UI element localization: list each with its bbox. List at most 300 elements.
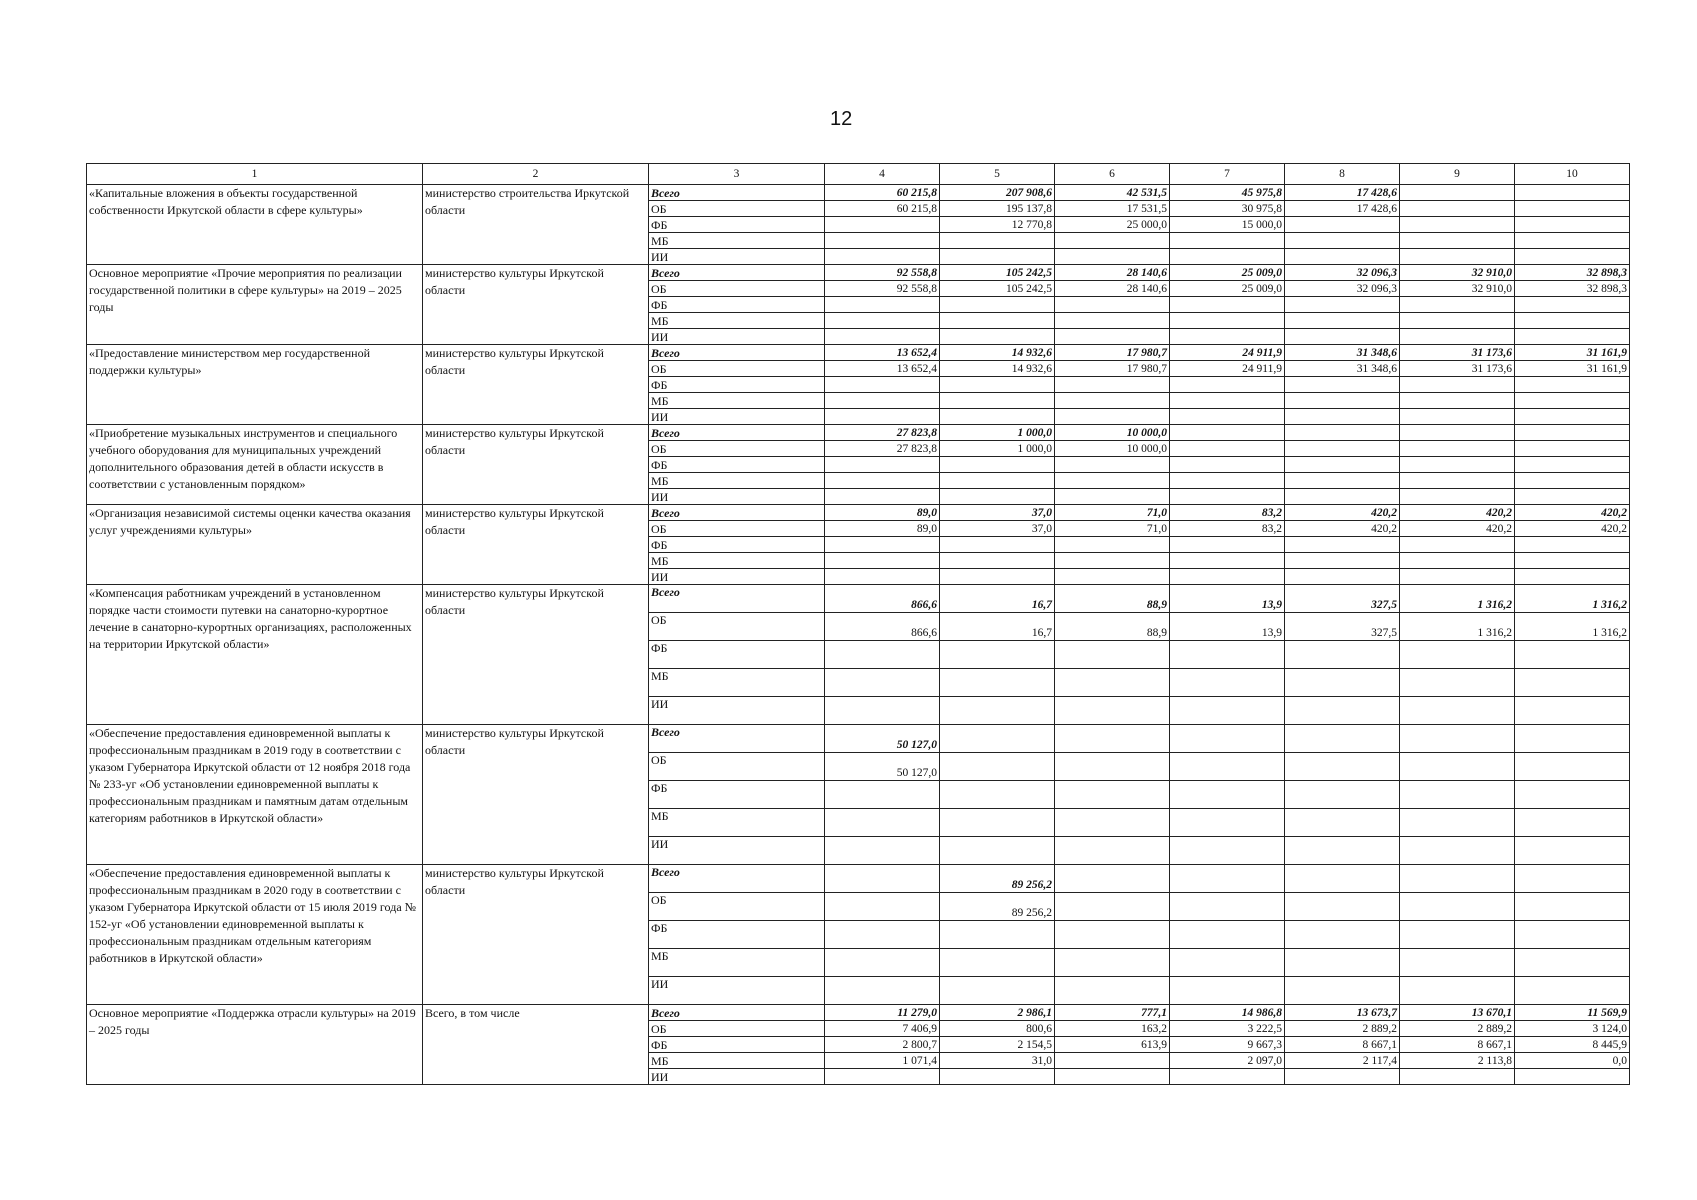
amount-cell: 31 348,6 [1285,361,1400,377]
amount-cell [940,457,1055,473]
amount-cell [940,949,1055,977]
amount-cell [825,1069,940,1085]
amount-cell [1515,393,1630,409]
amount-cell [940,837,1055,865]
amount-cell: 13,9 [1170,613,1285,641]
amount-cell [940,669,1055,697]
amount-cell [1400,377,1515,393]
amount-cell [1400,669,1515,697]
amount-cell: 31 173,6 [1400,345,1515,361]
amount-cell [940,977,1055,1005]
amount-cell [1400,473,1515,489]
column-number: 10 [1515,164,1630,185]
amount-cell [1400,537,1515,553]
amount-cell [1400,441,1515,457]
amount-cell [1055,949,1170,977]
column-number: 2 [423,164,649,185]
amount-cell [1515,809,1630,837]
amount-cell: 15 000,0 [1170,217,1285,233]
amount-cell [1170,233,1285,249]
amount-cell [1055,249,1170,265]
amount-cell [1400,921,1515,949]
measure-name: «Обеспечение предоставления единовременной выплаты к профессиональным праздникам в 2019 году в соответствии с указом Губернатора Иркутской области от 12 ноября 2018 года № 233-уг «Об установлении единовременной выплаты к профессиональным праздникам и памятным датам отдельным категориям работников в Иркутской области» [87,725,423,865]
amount-cell: 1 071,4 [825,1053,940,1069]
amount-cell [1285,537,1400,553]
amount-cell [940,329,1055,345]
funding-source: ФБ [649,1037,825,1053]
amount-cell: 32 096,3 [1285,265,1400,281]
amount-cell [825,865,940,893]
amount-cell [1285,781,1400,809]
amount-cell: 1 000,0 [940,425,1055,441]
funding-source: ИИ [649,569,825,585]
amount-cell [1055,473,1170,489]
amount-cell [1400,553,1515,569]
amount-cell: 50 127,0 [825,753,940,781]
amount-cell [825,697,940,725]
amount-cell: 83,2 [1170,521,1285,537]
amount-cell: 16,7 [940,585,1055,613]
amount-cell: 2 097,0 [1170,1053,1285,1069]
table-row [87,185,1630,201]
amount-cell [1515,641,1630,669]
funding-source: МБ [649,313,825,329]
amount-cell [1285,977,1400,1005]
funding-source: ОБ [649,441,825,457]
amount-cell [940,553,1055,569]
amount-cell [1170,569,1285,585]
funding-source: Всего [649,345,825,361]
amount-cell: 420,2 [1515,521,1630,537]
funding-source: Всего [649,185,825,201]
amount-cell: 17 980,7 [1055,361,1170,377]
amount-cell: 0,0 [1515,1053,1630,1069]
column-number: 4 [825,164,940,185]
amount-cell [1170,893,1285,921]
amount-cell [1515,553,1630,569]
amount-cell: 92 558,8 [825,281,940,297]
amount-cell [1170,377,1285,393]
amount-cell [1400,233,1515,249]
table-row [87,1005,1630,1021]
funding-source: Всего [649,265,825,281]
responsible-executor: министерство культуры Иркутской области [423,265,649,345]
funding-source: ФБ [649,641,825,669]
funding-source: МБ [649,393,825,409]
amount-cell: 7 406,9 [825,1021,940,1037]
amount-cell: 2 800,7 [825,1037,940,1053]
amount-cell [1285,441,1400,457]
funding-source: МБ [649,553,825,569]
amount-cell [1285,569,1400,585]
amount-cell [825,669,940,697]
amount-cell [1055,1053,1170,1069]
funding-source: Всего [649,425,825,441]
amount-cell [1515,949,1630,977]
amount-cell [1055,809,1170,837]
responsible-executor: Всего, в том числе [423,1005,649,1085]
funding-source: ИИ [649,409,825,425]
amount-cell [1285,425,1400,441]
amount-cell [1170,669,1285,697]
measure-name: «Предоставление министерством мер государственной поддержки культуры» [87,345,423,425]
funding-source: ИИ [649,249,825,265]
amount-cell: 25 009,0 [1170,281,1285,297]
funding-source: ИИ [649,489,825,505]
amount-cell [825,393,940,409]
amount-cell [1400,1069,1515,1085]
funding-source: ФБ [649,921,825,949]
amount-cell: 32 898,3 [1515,265,1630,281]
amount-cell: 50 127,0 [825,725,940,753]
amount-cell [1400,409,1515,425]
amount-cell [1400,201,1515,217]
responsible-executor: министерство культуры Иркутской области [423,725,649,865]
amount-cell [940,569,1055,585]
amount-cell: 89 256,2 [940,893,1055,921]
amount-cell [1170,313,1285,329]
amount-cell [1055,865,1170,893]
amount-cell [1170,977,1285,1005]
amount-cell: 28 140,6 [1055,265,1170,281]
amount-cell [825,409,940,425]
amount-cell [1400,893,1515,921]
amount-cell [1285,489,1400,505]
column-number: 7 [1170,164,1285,185]
amount-cell: 83,2 [1170,505,1285,521]
amount-cell [1055,669,1170,697]
amount-cell [940,313,1055,329]
amount-cell [1285,669,1400,697]
amount-cell: 42 531,5 [1055,185,1170,201]
amount-cell [825,977,940,1005]
funding-source: ОБ [649,201,825,217]
funding-source: МБ [649,1053,825,1069]
amount-cell [1285,753,1400,781]
amount-cell [1515,1069,1630,1085]
amount-cell: 2 113,8 [1400,1053,1515,1069]
amount-cell: 10 000,0 [1055,425,1170,441]
amount-cell: 420,2 [1400,505,1515,521]
amount-cell [825,329,940,345]
amount-cell: 24 911,9 [1170,361,1285,377]
amount-cell: 88,9 [1055,613,1170,641]
amount-cell [1170,425,1285,441]
measure-name: Основное мероприятие «Прочие мероприятия по реализации государственной политики в сфере культуры» на 2019 – 2025 годы [87,265,423,345]
responsible-executor: министерство культуры Иркутской области [423,865,649,1005]
amount-cell [1170,837,1285,865]
table-row [87,265,1630,281]
amount-cell [1055,377,1170,393]
amount-cell [1515,425,1630,441]
amount-cell: 207 908,6 [940,185,1055,201]
amount-cell: 14 932,6 [940,345,1055,361]
amount-cell [1515,297,1630,313]
amount-cell: 32 910,0 [1400,281,1515,297]
amount-cell [1285,297,1400,313]
amount-cell [1515,725,1630,753]
amount-cell: 3 222,5 [1170,1021,1285,1037]
amount-cell: 71,0 [1055,521,1170,537]
amount-cell: 27 823,8 [825,425,940,441]
amount-cell [1055,297,1170,313]
amount-cell [1400,217,1515,233]
amount-cell [1515,837,1630,865]
amount-cell: 2 154,5 [940,1037,1055,1053]
amount-cell [1400,697,1515,725]
amount-cell: 24 911,9 [1170,345,1285,361]
amount-cell [1170,249,1285,265]
responsible-executor: министерство строительства Иркутской области [423,185,649,265]
table-row [87,585,1630,613]
table-row [87,345,1630,361]
responsible-executor: министерство культуры Иркутской области [423,585,649,725]
amount-cell [1170,949,1285,977]
amount-cell [825,313,940,329]
measure-name: «Капитальные вложения в объекты государственной собственности Иркутской области в сфере культуры» [87,185,423,265]
amount-cell [1170,441,1285,457]
amount-cell [1055,1069,1170,1085]
amount-cell [1285,949,1400,977]
amount-cell [825,837,940,865]
funding-source: Всего [649,865,825,893]
amount-cell [1170,297,1285,313]
table-row [87,505,1630,521]
amount-cell [1515,569,1630,585]
amount-cell [1055,781,1170,809]
amount-cell [1170,641,1285,669]
amount-cell: 420,2 [1515,505,1630,521]
amount-cell: 1 316,2 [1515,613,1630,641]
amount-cell: 1 316,2 [1515,585,1630,613]
amount-cell [1285,217,1400,233]
amount-cell: 71,0 [1055,505,1170,521]
funding-source: МБ [649,473,825,489]
amount-cell [940,377,1055,393]
amount-cell [1055,725,1170,753]
amount-cell [1285,725,1400,753]
amount-cell [1400,725,1515,753]
measure-name: Основное мероприятие «Поддержка отрасли культуры» на 2019 – 2025 годы [87,1005,423,1085]
amount-cell [940,297,1055,313]
amount-cell: 89,0 [825,521,940,537]
amount-cell [1055,837,1170,865]
amount-cell [1285,697,1400,725]
funding-source: Всего [649,1005,825,1021]
amount-cell: 89,0 [825,505,940,521]
amount-cell [940,249,1055,265]
amount-cell [1400,489,1515,505]
amount-cell [1055,329,1170,345]
amount-cell: 327,5 [1285,613,1400,641]
amount-cell: 10 000,0 [1055,441,1170,457]
amount-cell [825,921,940,949]
amount-cell [1285,837,1400,865]
amount-cell [825,893,940,921]
amount-cell [1055,537,1170,553]
amount-cell [940,641,1055,669]
amount-cell [825,553,940,569]
funding-source: ОБ [649,753,825,781]
amount-cell [1170,725,1285,753]
amount-cell [1170,921,1285,949]
amount-cell: 420,2 [1285,521,1400,537]
amount-cell: 2 117,4 [1285,1053,1400,1069]
amount-cell [940,753,1055,781]
amount-cell: 105 242,5 [940,265,1055,281]
amount-cell: 45 975,8 [1170,185,1285,201]
amount-cell [940,489,1055,505]
amount-cell [1515,217,1630,233]
measure-name: «Компенсация работникам учреждений в установленном порядке части стоимости путевки на санаторно-курортное лечение в санаторно-курортных организациях, расположенных на территории Иркутской области» [87,585,423,725]
funding-source: ФБ [649,377,825,393]
amount-cell: 25 000,0 [1055,217,1170,233]
funding-source: ФБ [649,537,825,553]
amount-cell [1515,865,1630,893]
amount-cell: 17 428,6 [1285,201,1400,217]
amount-cell: 13 673,7 [1285,1005,1400,1021]
amount-cell: 31 348,6 [1285,345,1400,361]
funding-source: МБ [649,949,825,977]
amount-cell: 17 980,7 [1055,345,1170,361]
amount-cell [940,697,1055,725]
amount-cell: 28 140,6 [1055,281,1170,297]
amount-cell [1515,781,1630,809]
amount-cell: 13 652,4 [825,345,940,361]
funding-source: ОБ [649,613,825,641]
amount-cell: 32 096,3 [1285,281,1400,297]
amount-cell: 3 124,0 [1515,1021,1630,1037]
amount-cell [1400,949,1515,977]
amount-cell [940,1069,1055,1085]
responsible-executor: министерство культуры Иркутской области [423,345,649,425]
amount-cell: 25 009,0 [1170,265,1285,281]
column-number: 5 [940,164,1055,185]
amount-cell: 13 652,4 [825,361,940,377]
amount-cell [1170,781,1285,809]
amount-cell [1515,377,1630,393]
amount-cell [1285,393,1400,409]
amount-cell [940,781,1055,809]
amount-cell [1400,977,1515,1005]
column-number: 8 [1285,164,1400,185]
amount-cell [825,249,940,265]
amount-cell: 13 670,1 [1400,1005,1515,1021]
column-number: 1 [87,164,423,185]
amount-cell: 866,6 [825,585,940,613]
amount-cell [1400,753,1515,781]
page-number: 12 [830,108,853,130]
funding-source: ФБ [649,457,825,473]
amount-cell: 92 558,8 [825,265,940,281]
amount-cell [1170,457,1285,473]
funding-source: ИИ [649,977,825,1005]
amount-cell: 420,2 [1400,521,1515,537]
amount-cell [940,725,1055,753]
amount-cell: 9 667,3 [1170,1037,1285,1053]
amount-cell [1515,921,1630,949]
amount-cell: 8 667,1 [1285,1037,1400,1053]
amount-cell [1400,809,1515,837]
amount-cell [1055,409,1170,425]
funding-source: ФБ [649,217,825,233]
amount-cell [1285,377,1400,393]
amount-cell [1515,669,1630,697]
amount-cell [825,489,940,505]
amount-cell: 163,2 [1055,1021,1170,1037]
amount-cell [1515,977,1630,1005]
amount-cell [1170,809,1285,837]
column-number: 9 [1400,164,1515,185]
amount-cell [1285,473,1400,489]
amount-cell [1055,457,1170,473]
funding-source: ФБ [649,781,825,809]
amount-cell: 327,5 [1285,585,1400,613]
amount-cell [1055,393,1170,409]
amount-cell [1285,313,1400,329]
table-row [87,865,1630,893]
amount-cell: 11 569,9 [1515,1005,1630,1021]
amount-cell [825,641,940,669]
amount-cell: 613,9 [1055,1037,1170,1053]
measure-name: «Приобретение музыкальных инструментов и специального учебного оборудования для муниципальных учреждений дополнительного образования детей в области искусств в соответствии с установленным порядком» [87,425,423,505]
amount-cell: 17 428,6 [1285,185,1400,201]
amount-cell: 27 823,8 [825,441,940,457]
amount-cell [1055,921,1170,949]
funding-source: ОБ [649,1021,825,1037]
amount-cell: 16,7 [940,613,1055,641]
amount-cell: 60 215,8 [825,185,940,201]
amount-cell [940,921,1055,949]
amount-cell [1055,641,1170,669]
amount-cell [1400,569,1515,585]
amount-cell: 14 932,6 [940,361,1055,377]
amount-cell: 31 161,9 [1515,361,1630,377]
amount-cell: 37,0 [940,505,1055,521]
measure-name: «Организация независимой системы оценки качества оказания услуг учреждениями культуры» [87,505,423,585]
responsible-executor: министерство культуры Иркутской области [423,505,649,585]
amount-cell [1055,489,1170,505]
amount-cell [940,537,1055,553]
amount-cell [1400,425,1515,441]
amount-cell: 89 256,2 [940,865,1055,893]
amount-cell: 32 910,0 [1400,265,1515,281]
amount-cell [1055,753,1170,781]
amount-cell: 420,2 [1285,505,1400,521]
amount-cell [825,377,940,393]
amount-cell [1170,1069,1285,1085]
amount-cell [1400,313,1515,329]
amount-cell [1170,473,1285,489]
amount-cell [1285,457,1400,473]
amount-cell [1285,809,1400,837]
amount-cell: 32 898,3 [1515,281,1630,297]
amount-cell [1400,865,1515,893]
amount-cell [1515,489,1630,505]
amount-cell [1170,697,1285,725]
budget-table [86,163,1630,1085]
amount-cell [1285,865,1400,893]
amount-cell [825,233,940,249]
amount-cell: 2 889,2 [1285,1021,1400,1037]
amount-cell: 8 667,1 [1400,1037,1515,1053]
amount-cell [1055,893,1170,921]
funding-source: ОБ [649,521,825,537]
amount-cell: 2 889,2 [1400,1021,1515,1037]
funding-source: Всего [649,585,825,613]
amount-cell [825,473,940,489]
funding-source: ФБ [649,297,825,313]
